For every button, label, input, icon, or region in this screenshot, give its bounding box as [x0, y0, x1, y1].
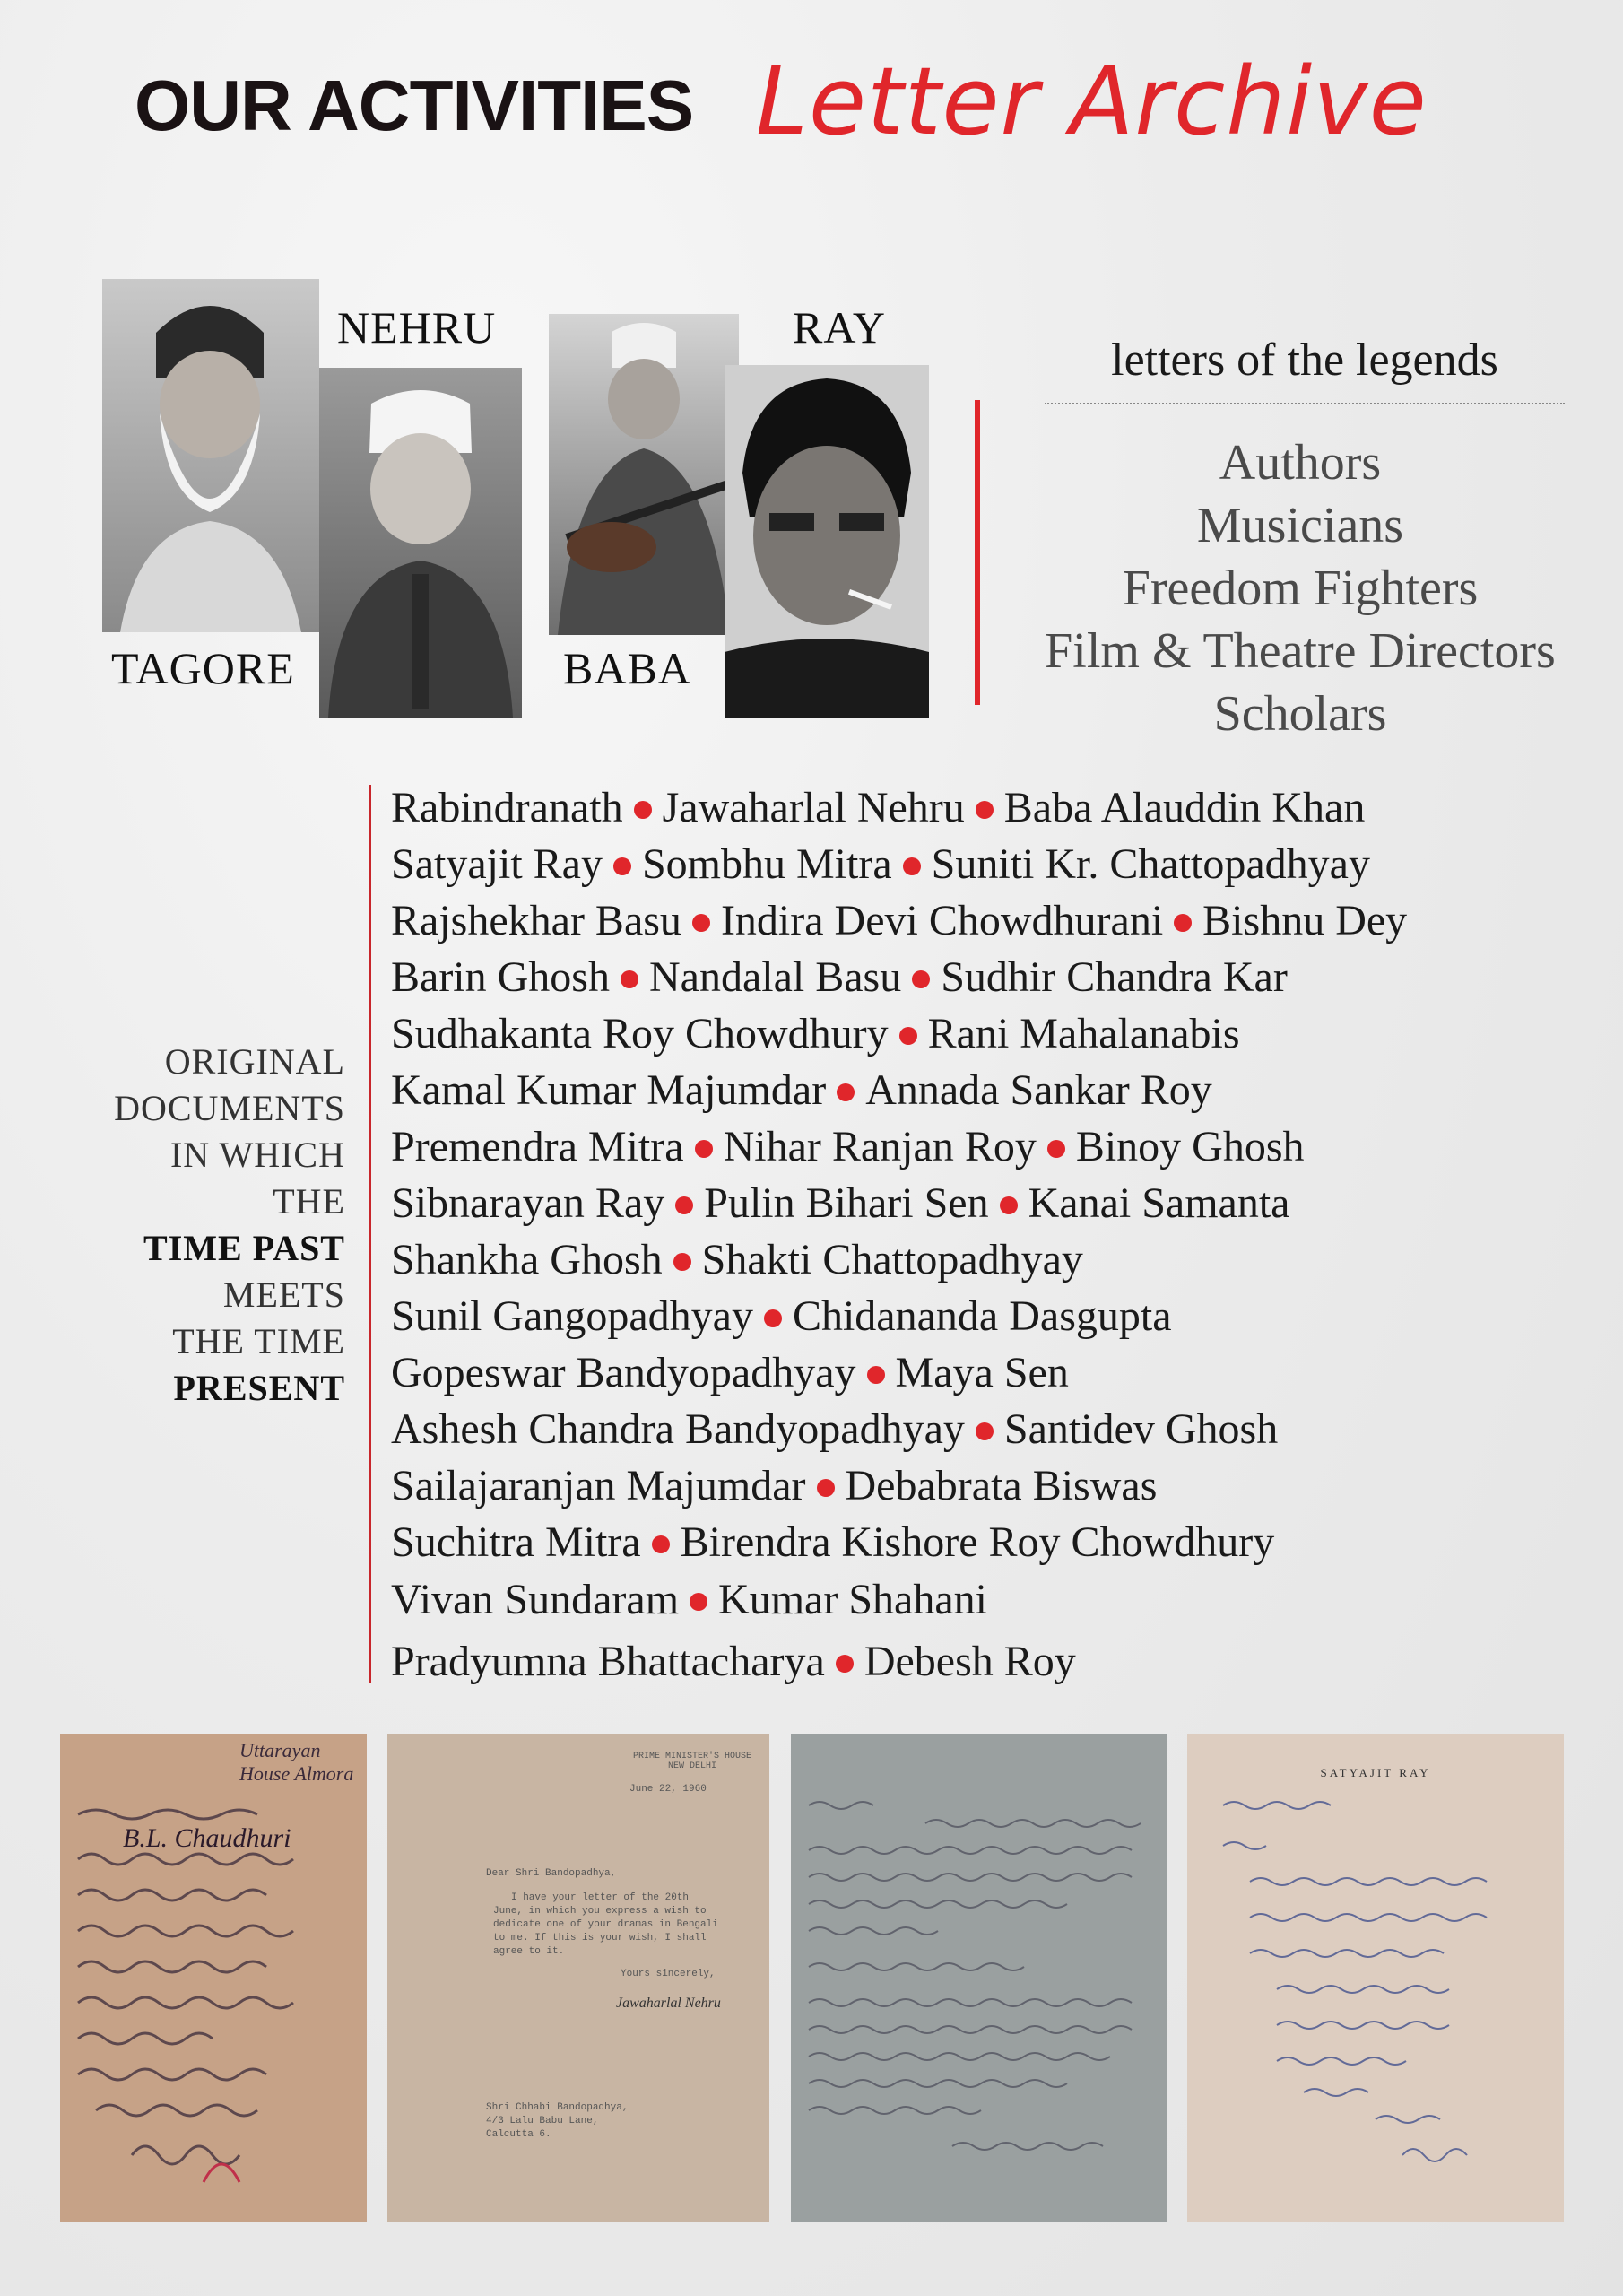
- tagline-line: MEETS: [222, 1274, 345, 1315]
- names-row: [391, 1348, 1069, 1397]
- legends-heading: letters of the legends: [1045, 334, 1565, 404]
- names-row: [391, 1518, 1274, 1567]
- bullet-dot-icon: [976, 801, 994, 819]
- person-name: Birendra Kishore Roy Chowdhury: [680, 1518, 1275, 1566]
- tagline-line: PRESENT: [173, 1368, 345, 1408]
- bullet-dot-icon: [764, 1309, 782, 1327]
- person-name: Gopeswar Bandyopadhyay: [391, 1349, 856, 1396]
- letter-image: [791, 1734, 1167, 2222]
- bullet-dot-icon: [817, 1479, 835, 1497]
- person-name: Vivan Sundaram: [391, 1576, 680, 1623]
- letter-line: B.L. Chaudhuri: [123, 1823, 291, 1853]
- photo-label: RAY: [793, 302, 886, 352]
- portrait-photo: [725, 365, 929, 718]
- person-name: Kanai Samanta: [1028, 1179, 1290, 1227]
- person-name: Santidev Ghosh: [1003, 1405, 1279, 1453]
- person-name: Binoy Ghosh: [1075, 1123, 1305, 1170]
- names-row: [391, 1178, 1289, 1228]
- letter-line: Shri Chhabi Bandopadhya,: [486, 2102, 629, 2113]
- tagline-line: ORIGINAL: [164, 1041, 345, 1082]
- portrait-photo: [319, 368, 522, 718]
- person-name: Debesh Roy: [864, 1638, 1076, 1685]
- person-name: Chidananda Dasgupta: [792, 1292, 1172, 1340]
- bullet-dot-icon: [976, 1422, 994, 1440]
- person-name: Suniti Kr. Chattopadhyay: [931, 840, 1370, 888]
- person-name: Maya Sen: [895, 1349, 1069, 1396]
- bullet-dot-icon: [673, 1253, 691, 1271]
- bullet-dot-icon: [899, 1027, 917, 1045]
- person-name: Kamal Kumar Majumdar: [391, 1066, 827, 1114]
- letter-body: [493, 1892, 718, 1959]
- tagline-line: IN WHICH: [169, 1135, 345, 1175]
- bullet-dot-icon: [634, 801, 652, 819]
- letter-closing: Yours sincerely,: [621, 1969, 716, 1979]
- person-name: Sudhir Chandra Kar: [941, 953, 1288, 1001]
- bullet-dot-icon: [695, 1140, 713, 1158]
- tagline-line: THE TIME: [172, 1321, 345, 1361]
- person-name: Sibnarayan Ray: [391, 1179, 665, 1227]
- person-name: Premendra Mitra: [391, 1123, 684, 1170]
- person-name: Pulin Bihari Sen: [704, 1179, 989, 1227]
- bullet-dot-icon: [690, 1593, 707, 1611]
- bullet-dot-icon: [692, 914, 710, 932]
- names-row: [391, 1405, 1278, 1454]
- bullet-dot-icon: [1174, 914, 1192, 932]
- names-row: [391, 1122, 1305, 1171]
- person-name: Suchitra Mitra: [391, 1518, 641, 1566]
- person-name: Bishnu Dey: [1202, 897, 1408, 944]
- handwritten-letter-icon: [1187, 1734, 1564, 2222]
- handwritten-letter-icon: [60, 1734, 367, 2222]
- bullet-dot-icon: [621, 970, 638, 988]
- divider: [975, 400, 980, 705]
- tagline-line: DOCUMENTS: [114, 1088, 345, 1128]
- person-name: Nihar Ranjan Roy: [723, 1123, 1037, 1170]
- bullet-dot-icon: [652, 1535, 670, 1553]
- letter-image: [387, 1734, 769, 2222]
- person-name: Baba Alauddin Khan: [1003, 784, 1366, 831]
- bullet-dot-icon: [613, 857, 631, 875]
- tagline-line: TIME PAST: [143, 1228, 345, 1268]
- person-name: Rabindranath: [391, 784, 623, 831]
- bullet-dot-icon: [1000, 1196, 1018, 1214]
- letter-date: June 22, 1960: [629, 1784, 707, 1795]
- handwritten-letter-icon: [791, 1734, 1167, 2222]
- category-item: Film & Theatre Directors: [1045, 623, 1556, 679]
- photo-label: NEHRU: [337, 302, 497, 352]
- category-item: Freedom Fighters: [1122, 561, 1479, 616]
- page-subtitle: Letter Archive: [756, 47, 1428, 156]
- names-row: [391, 1292, 1172, 1341]
- bullet-dot-icon: [837, 1083, 855, 1101]
- names-row: [391, 896, 1407, 945]
- person-name: Barin Ghosh: [391, 953, 610, 1001]
- category-item: Scholars: [1213, 686, 1387, 742]
- divider: [369, 785, 371, 1683]
- person-name: Satyajit Ray: [391, 840, 603, 888]
- letter-line: I have your letter of the 20th: [511, 1892, 690, 1903]
- names-row: [391, 952, 1288, 1002]
- letter-line: agree to it.: [493, 1946, 565, 1957]
- letter-address: [486, 2101, 628, 2142]
- person-name: Sunil Gangopadhyay: [391, 1292, 753, 1340]
- names-row: [391, 783, 1365, 832]
- bullet-dot-icon: [836, 1655, 854, 1673]
- portrait-photo-icon: [102, 279, 319, 632]
- letter-line: 4/3 Lalu Babu Lane,: [486, 2116, 599, 2126]
- page-title: OUR ACTIVITIES: [135, 65, 694, 145]
- person-name: Shankha Ghosh: [391, 1236, 663, 1283]
- names-row: [391, 1575, 987, 1624]
- letter-header: Uttarayan House Almora: [239, 1739, 354, 1785]
- letter-line: to me. If this is your wish, I shall: [493, 1933, 707, 1944]
- photo-label: TAGORE: [111, 643, 295, 693]
- person-name: Ashesh Chandra Bandyopadhyay: [391, 1405, 965, 1453]
- letter-image: [1187, 1734, 1564, 2222]
- person-name: Pradyumna Bhattacharya: [391, 1638, 825, 1685]
- letter-salutation: Dear Shri Bandopadhya,: [486, 1868, 617, 1879]
- person-name: Debabrata Biswas: [845, 1462, 1158, 1509]
- tagline-line: THE: [273, 1181, 345, 1222]
- person-name: Shakti Chattopadhyay: [701, 1236, 1083, 1283]
- names-row: [391, 1009, 1240, 1058]
- bullet-dot-icon: [903, 857, 921, 875]
- names-row: [391, 1461, 1157, 1510]
- person-name: Rajshekhar Basu: [391, 897, 681, 944]
- letter-image: [60, 1734, 367, 2222]
- names-row: [391, 1637, 1076, 1686]
- person-name: Sombhu Mitra: [641, 840, 892, 888]
- person-name: Rani Mahalanabis: [927, 1010, 1240, 1057]
- names-row: [391, 1235, 1083, 1284]
- category-item: Authors: [1219, 435, 1382, 491]
- category-item: Musicians: [1196, 498, 1404, 553]
- portrait-photo-icon: [725, 365, 929, 718]
- person-name: Sudhakanta Roy Chowdhury: [391, 1010, 889, 1057]
- names-row: [391, 839, 1370, 889]
- person-name: Kumar Shahani: [718, 1576, 987, 1623]
- person-name: Annada Sankar Roy: [865, 1066, 1212, 1114]
- portrait-photo: [549, 314, 739, 635]
- person-name: Jawaharlal Nehru: [662, 784, 965, 831]
- person-name: Nandalal Basu: [648, 953, 902, 1001]
- bullet-dot-icon: [912, 970, 930, 988]
- person-name: Indira Devi Chowdhurani: [720, 897, 1164, 944]
- bullet-dot-icon: [1047, 1140, 1065, 1158]
- person-name: Sailajaranjan Majumdar: [391, 1462, 806, 1509]
- photo-label: BABA: [563, 643, 691, 693]
- portrait-photo-icon: [549, 314, 739, 635]
- bullet-dot-icon: [867, 1366, 885, 1384]
- names-row: [391, 1065, 1212, 1115]
- letter-line: June, in which you express a wish to: [493, 1906, 707, 1917]
- letter-line: Calcutta 6.: [486, 2129, 551, 2140]
- letter-header: SATYAJIT RAY: [1320, 1766, 1431, 1779]
- letter-header: PRIME MINISTER'S HOUSE NEW DELHI: [632, 1752, 752, 1771]
- letter-signature: Jawaharlal Nehru: [616, 1996, 721, 2011]
- portrait-photo-icon: [319, 368, 522, 718]
- portrait-photo: [102, 279, 319, 632]
- letter-line: dedicate one of your dramas in Bengali: [493, 1919, 718, 1930]
- bullet-dot-icon: [675, 1196, 693, 1214]
